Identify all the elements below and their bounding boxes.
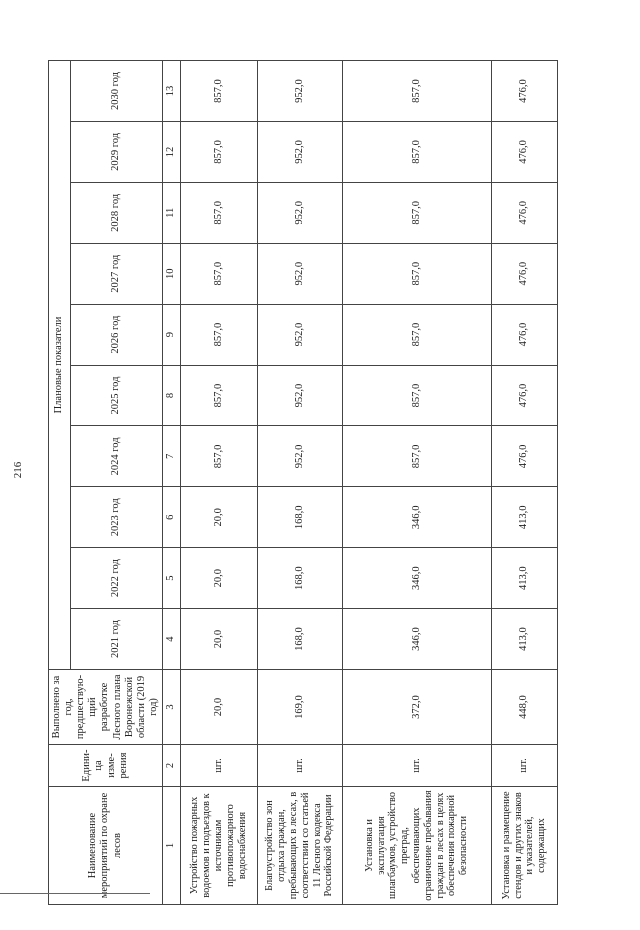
row-value: 413,0 [491, 487, 557, 548]
row-value: 346,0 [342, 548, 491, 609]
row-value: 857,0 [342, 304, 491, 365]
header-planned: Плановые показатели [49, 61, 71, 670]
row-value: 168,0 [257, 487, 342, 548]
row-value: 476,0 [491, 61, 557, 122]
row-value: 952,0 [257, 304, 342, 365]
row-value: 476,0 [491, 365, 557, 426]
forest-protection-table [48, 60, 558, 905]
row-value: 857,0 [342, 365, 491, 426]
header-column-number: 1 [163, 787, 181, 905]
header-year: 2024 год [71, 426, 163, 487]
header-column-number: 5 [163, 548, 181, 609]
footnote-rule [0, 893, 150, 894]
page-number: 216 [12, 461, 24, 479]
row-value: 20,0 [181, 609, 258, 670]
header-year: 2021 год [71, 609, 163, 670]
row-value: 857,0 [181, 121, 258, 182]
header-unit: Едини-ца изме-рения [49, 745, 163, 787]
row-value: 20,0 [181, 548, 258, 609]
row-value: 476,0 [491, 304, 557, 365]
row-value: 476,0 [491, 121, 557, 182]
row-value: 952,0 [257, 243, 342, 304]
header-year: 2030 год [71, 61, 163, 122]
page-number-area [0, 25, 36, 930]
row-value: 857,0 [342, 121, 491, 182]
row-value: 857,0 [181, 61, 258, 122]
row-value: 413,0 [491, 548, 557, 609]
header-column-number: 2 [163, 745, 181, 787]
row-value: 857,0 [342, 426, 491, 487]
row-name: Благоустройство зон отдыха граждан, пребывающих в лесах, в соответствии со статьей 11 Лесного кодекса Российской Федерации [257, 787, 342, 905]
row-value: 952,0 [257, 121, 342, 182]
header-column-number: 11 [163, 182, 181, 243]
header-year: 2023 год [71, 487, 163, 548]
header-column-number: 3 [163, 670, 181, 745]
row-prev: 20,0 [181, 670, 258, 745]
row-value: 476,0 [491, 182, 557, 243]
row-value: 952,0 [257, 365, 342, 426]
header-prev: Выполнено за год, предшествую-щий разработке Лесного плана Воронежской области (2019 год) [49, 670, 163, 745]
header-column-number: 9 [163, 304, 181, 365]
row-value: 476,0 [491, 426, 557, 487]
row-value: 168,0 [257, 548, 342, 609]
table-row [181, 61, 258, 905]
row-value: 857,0 [181, 426, 258, 487]
table-row [257, 61, 342, 905]
header-year: 2027 год [71, 243, 163, 304]
header-year: 2022 год [71, 548, 163, 609]
row-value: 413,0 [491, 609, 557, 670]
row-value: 952,0 [257, 61, 342, 122]
header-column-number: 7 [163, 426, 181, 487]
row-prev: 372,0 [342, 670, 491, 745]
header-year: 2026 год [71, 304, 163, 365]
header-column-number: 10 [163, 243, 181, 304]
header-year: 2028 год [71, 182, 163, 243]
row-value: 857,0 [181, 304, 258, 365]
row-value: 952,0 [257, 182, 342, 243]
table-body [181, 61, 558, 905]
table-stage [48, 60, 608, 905]
row-value: 857,0 [181, 182, 258, 243]
row-value: 857,0 [342, 182, 491, 243]
row-unit: шт. [342, 745, 491, 787]
row-value: 857,0 [342, 61, 491, 122]
row-value: 952,0 [257, 426, 342, 487]
row-unit: шт. [257, 745, 342, 787]
row-value: 168,0 [257, 609, 342, 670]
row-value: 857,0 [181, 243, 258, 304]
table-row [342, 61, 491, 905]
header-year: 2029 год [71, 121, 163, 182]
rotated-table-wrapper [48, 60, 608, 905]
row-value: 346,0 [342, 487, 491, 548]
row-unit: шт. [491, 745, 557, 787]
row-value: 346,0 [342, 609, 491, 670]
header-column-number: 6 [163, 487, 181, 548]
row-value: 857,0 [181, 365, 258, 426]
row-value: 857,0 [342, 243, 491, 304]
row-name: Установка и эксплуатация шлагбаумов, устройство преград, обеспечивающих ограничение пребывания граждан в лесах в целях обеспечения пожарной безопасности [342, 787, 491, 905]
header-year: 2025 год [71, 365, 163, 426]
header-name: Наименование мероприятий по охране лесов [49, 787, 163, 905]
row-value: 476,0 [491, 243, 557, 304]
header-numbers-row [163, 61, 181, 905]
row-name: Устройство пожарных водоемов и подъездов к источникам противопожарного водоснабжения [181, 787, 258, 905]
header-column-number: 13 [163, 61, 181, 122]
row-name: Установка и размещение стендов и других знаков и указателей, содержащих [491, 787, 557, 905]
row-value: 20,0 [181, 487, 258, 548]
row-prev: 169,0 [257, 670, 342, 745]
header-column-number: 4 [163, 609, 181, 670]
table-row [491, 61, 557, 905]
header-column-number: 8 [163, 365, 181, 426]
row-unit: шт. [181, 745, 258, 787]
row-prev: 448,0 [491, 670, 557, 745]
header-column-number: 12 [163, 121, 181, 182]
